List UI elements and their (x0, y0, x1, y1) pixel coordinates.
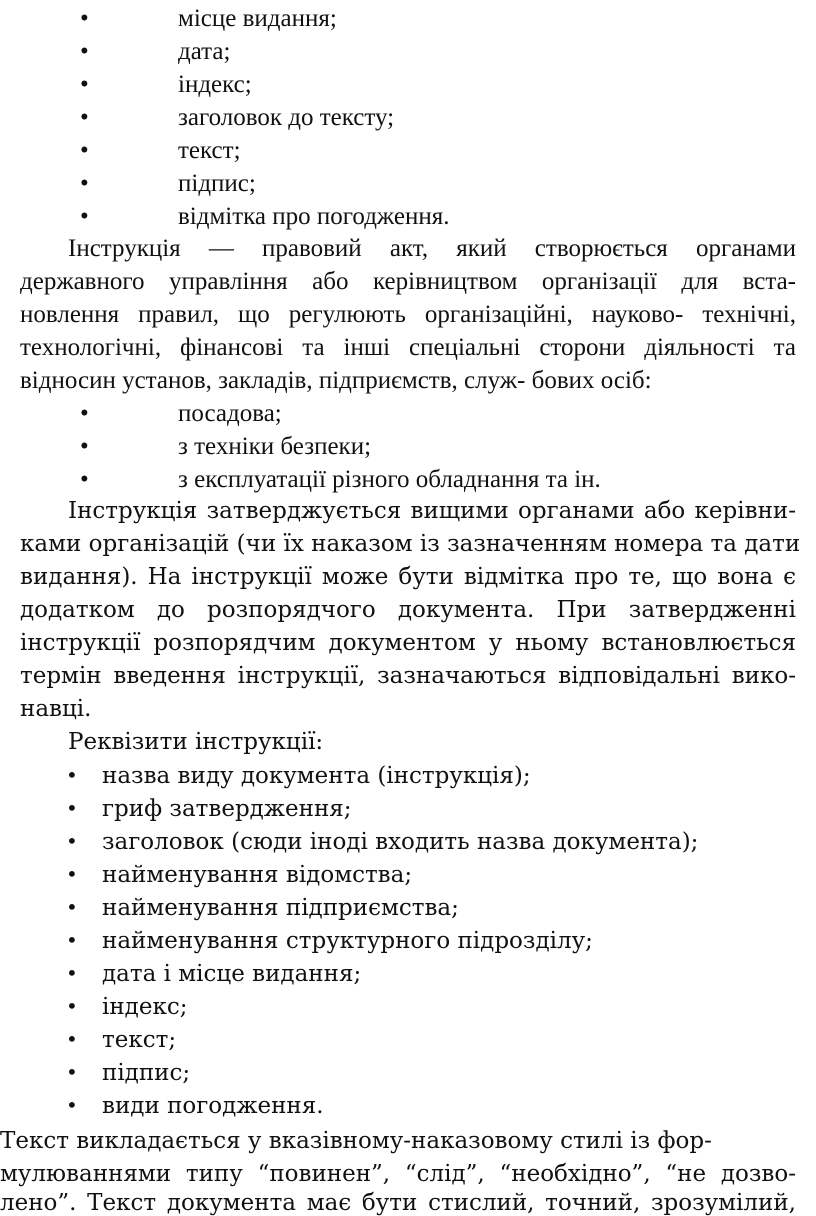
bullet-icon: • (66, 862, 78, 886)
bullet-icon: • (80, 203, 89, 230)
bullet-icon: • (80, 433, 89, 460)
requisites-title: Реквізити інструкції: (68, 729, 324, 755)
bullet-icon: • (80, 137, 89, 164)
bullet-icon: • (80, 466, 89, 493)
bullet-icon: • (80, 170, 89, 197)
bullet-icon: • (66, 796, 78, 820)
bullet-icon: • (66, 895, 78, 919)
bullet-icon: • (66, 829, 78, 853)
bullet-icon: • (66, 1060, 78, 1084)
bullet-icon: • (80, 38, 89, 65)
bullet-icon: • (66, 1027, 78, 1051)
bullet-icon: • (80, 400, 89, 427)
bullet-icon: • (66, 928, 78, 952)
bullet-icon: • (66, 961, 78, 985)
bullet-icon: • (66, 763, 78, 787)
bullet-icon: • (66, 994, 78, 1018)
document-page: • місце видання; • дата; • індекс; • заголовок до тексту; • текст; • підпис; • відмітка про погодження. Інструкція — правовий акт, який створюється органами державного управління або керівництвом організації для вста- новлення правил, що регулюють організаційні, науково- технічні, технологічні, фінансові та інші спеціальні сторони діяльності та відносин установ, закладів, підприємств, служ- бових осіб: • посадова; • з техніки безпеки; • з експлуатації різного обладнання та ін. Інструкція затверджується вищими органами або керівни- ками організацій (чи їх наказом із зазначенням номера та дати видання). На інструкції може бути відмітка про те, що вона є додатком до розпорядчого документа. При затвердженні інструкції розпорядчим документом у ньому встановлюється термін введення інструкції, зазначаються відповідальні вико- навці. Реквізити інструкції: • назва виду документа (інструкція); • гриф затвердження; • заголовок (сюди іноді входить назва документа); • найменування відомства; • найменування підприємства; • найменування структурного підрозділу; • дата і місце видання; • індекс; • текст; • підпис; • види погодження. Текст викладається у вказівному-наказовому стилі із фор- мулюваннями типу “повинен”, “слід”, “необхідно”, “не дозво- лено”. Текст документа має бути стислий, точний, зрозумілий, (0, 5, 801, 1216)
bullet-icon: • (66, 1093, 78, 1117)
bullet-icon: • (80, 5, 89, 32)
bullet-icon: • (80, 104, 89, 131)
bullet-icon: • (80, 71, 89, 98)
